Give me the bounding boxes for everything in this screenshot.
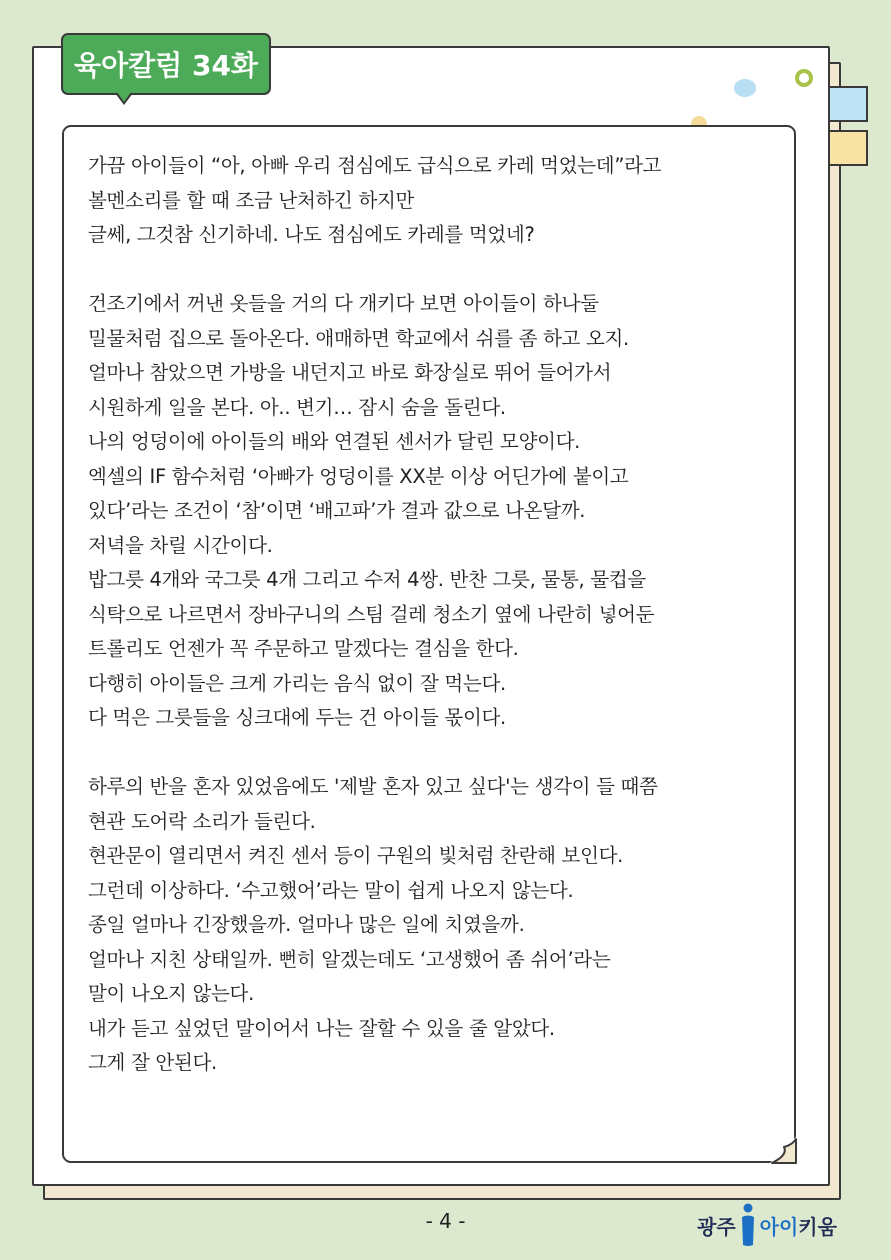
article-paragraph [88,770,778,1081]
article-line: 밥그릇 4개와 국그릇 4개 그리고 수저 4쌍. 반찬 그릇, 물통, 물컵을 [88,568,646,591]
page-number: - 4 - [425,1209,466,1233]
article-line: 다 먹은 그릇들을 싱크대에 두는 건 아이들 몫이다. [88,706,506,729]
article-line: 식탁으로 나르면서 장바구니의 스팀 걸레 청소기 옆에 나란히 넣어둔 [88,602,655,626]
article-line: 말이 나오지 않는다. [88,982,254,1005]
logo-text-left: 광주 [697,1214,736,1239]
logo-text-mid: 아이 [759,1214,799,1239]
column-title: 육아칼럼 34화 [74,49,258,82]
green-ring-decoration [795,69,813,87]
article-line: 트롤리도 언젠가 꼭 주문하고 말겠다는 결심을 한다. [88,637,519,660]
article-line: 종일 얼마나 긴장했을까. 얼마나 많은 일에 치였을까. [88,913,525,936]
person-i-icon [738,1203,758,1247]
article-line: 다행히 아이들은 크게 가리는 음식 없이 잘 먹는다. [88,671,506,695]
page-curl-icon [768,1135,798,1165]
article-body [88,149,778,1115]
article-line: 볼멘소리를 할 때 조금 난처하긴 하지만 [88,188,415,212]
blue-dot-decoration [734,79,756,97]
article-line: 엑셀의 IF 함수처럼 ‘아빠가 엉덩이를 XX분 이상 어딘가에 붙이고 [88,464,629,488]
article-line: 내가 듣고 싶었던 말이어서 나는 잘할 수 있을 줄 알았다. [88,1016,555,1040]
article-line: 현관 도어락 소리가 들린다. [88,809,316,833]
article-paragraph [88,149,778,253]
article-line: 가끔 아이들이 “아, 아빠 우리 점심에도 급식으로 카레 먹었는데”라고 [88,154,662,177]
article-line: 얼마나 참았으면 가방을 내던지고 바로 화장실로 뛰어 들어가서 [88,361,612,384]
article-line: 건조기에서 꺼낸 옷들을 거의 다 개키다 보면 아이들이 하나둘 [88,292,599,315]
article-line: 그런데 이상하다. ‘수고했어’라는 말이 쉽게 나오지 않는다. [88,878,574,902]
article-line: 얼마나 지친 상태일까. 뻔히 알겠는데도 ‘고생했어 좀 쉬어’라는 [88,947,611,971]
article-line: 나의 엉덩이에 아이들의 배와 연결된 센서가 달린 모양이다. [88,430,581,453]
article-line: 시원하게 일을 본다. 아.. 변기… 잠시 숨을 돌린다. [88,395,506,419]
logo-text-right: 키움 [798,1214,837,1239]
column-title-badge [61,33,271,95]
article-line: 밀물처럼 집으로 돌아온다. 애매하면 학교에서 쉬를 좀 하고 오지. [88,326,629,350]
article-line: 현관문이 열리면서 켜진 센서 등이 구원의 빛처럼 찬란해 보인다. [88,844,624,867]
article-line: 하루의 반을 혼자 있었음에도 '제발 혼자 있고 싶다'는 생각이 들 때쯤 [88,775,658,798]
article-paragraph [88,287,778,736]
article-line: 그게 잘 안된다. [88,1051,217,1074]
blue-index-tab [828,86,868,122]
yellow-index-tab [828,130,868,166]
speech-bubble-tail-fill [117,92,131,102]
article-line: 글쎄, 그것참 신기하네. 나도 점심에도 카레를 먹었네? [88,223,535,246]
gwangju-aikium-logo [697,1200,837,1250]
article-line: 저녁을 차릴 시간이다. [88,533,273,557]
article-line: 있다’라는 조건이 ‘참’이면 ‘배고파’가 결과 값으로 나온달까. [88,499,586,522]
